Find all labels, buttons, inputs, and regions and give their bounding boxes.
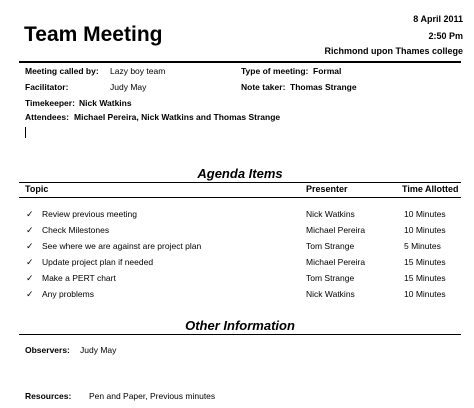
observers-label: Observers: [25,345,70,355]
meeting-date: 8 April 2011 [413,14,463,24]
checkmark-icon: ✓ [26,273,34,283]
note-taker-label: Note taker: [241,82,286,92]
agenda-topic: Check Milestones [42,225,110,235]
agenda-title: Agenda Items [197,166,283,181]
agenda-topic: Review previous meeting [42,209,137,219]
facilitator-label: Facilitator: [25,82,69,92]
agenda-header-rule [19,197,461,198]
agenda-time: 5 Minutes [404,241,441,251]
agenda-presenter: Tom Strange [306,241,355,251]
text-cursor [25,127,26,138]
meeting-location: Richmond upon Thames college [324,46,463,56]
attendees-label: Attendees: [25,112,69,122]
checkmark-icon: ✓ [26,225,34,235]
meeting-time: 2:50 Pm [428,31,463,41]
presenter-column-header: Presenter [306,184,348,194]
checkmark-icon: ✓ [26,209,34,219]
agenda-time: 10 Minutes [404,209,446,219]
agenda-topic: Any problems [42,289,94,299]
other-info-rule [19,334,461,335]
agenda-topic: Update project plan if needed [42,257,154,267]
agenda-time: 10 Minutes [404,225,446,235]
note-taker-value: Thomas Strange [290,82,357,92]
checkmark-icon: ✓ [26,289,34,299]
timekeeper-label: Timekeeper: [25,98,75,108]
topic-column-header: Topic [25,184,49,194]
meeting-type-label: Type of meeting: [241,66,309,76]
agenda-topic: Make a PERT chart [42,273,116,283]
observers-value: Judy May [80,345,117,355]
agenda-time: 10 Minutes [404,289,446,299]
agenda-presenter: Michael Pereira [306,225,366,235]
document-title: Team Meeting [24,23,163,46]
resources-value: Pen and Paper, Previous minutes [89,391,216,401]
agenda-time: 15 Minutes [404,273,446,283]
agenda-time: 15 Minutes [404,257,446,267]
agenda-presenter: Nick Watkins [306,289,355,299]
agenda-presenter: Tom Strange [306,273,355,283]
checkmark-icon: ✓ [26,241,34,251]
agenda-presenter: Michael Pereira [306,257,366,267]
called-by-label: Meeting called by: [25,66,99,76]
time-column-header: Time Allotted [402,184,459,194]
header-divider [19,61,461,63]
facilitator-value: Judy May [110,82,147,92]
other-info-title: Other Information [185,318,295,333]
resources-label: Resources: [25,391,72,401]
agenda-topic: See where we are against are project plan [42,241,202,251]
timekeeper-value: Nick Watkins [79,98,132,108]
meeting-type-value: Formal [313,66,342,76]
attendees-value: Michael Pereira, Nick Watkins and Thomas Strange [74,112,281,122]
agenda-presenter: Nick Watkins [306,209,355,219]
checkmark-icon: ✓ [26,257,34,267]
called-by-value: Lazy boy team [110,66,166,76]
agenda-top-rule [19,182,461,183]
